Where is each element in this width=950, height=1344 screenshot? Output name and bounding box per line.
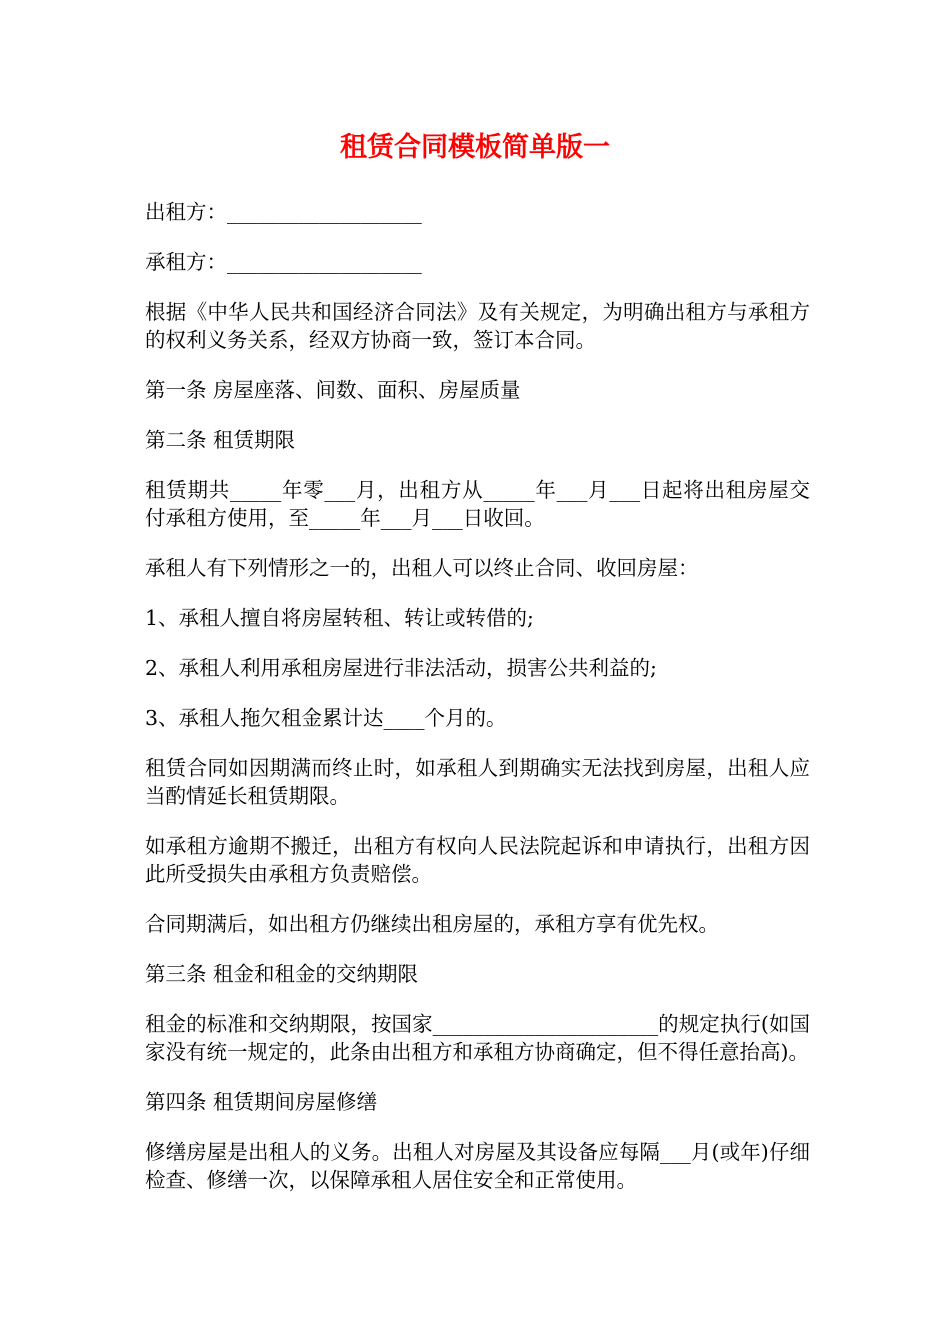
extension-paragraph: 租赁合同如因期满而终止时，如承租人到期确实无法找到房屋，出租人应当酌情延长租赁期限。: [145, 756, 810, 808]
rent-paragraph: 租金的标准和交纳期限，按国家______________________的规定执行(如国家没有统一规定的，此条由出租方和承租方协商确定，但不得任意抬高)。: [145, 1012, 810, 1064]
priority-paragraph: 合同期满后，如出租方仍继续出租房屋的，承租方享有优先权。: [145, 912, 719, 936]
termination-intro-paragraph: 承租人有下列情形之一的，出租人可以终止合同、收回房屋：: [145, 556, 699, 580]
lease-term-paragraph: 租赁期共_____年零___月，出租方从_____年___月___日起将出租房屋交付承租方使用，至_____年___月___日收回。: [145, 478, 810, 530]
termination-clause-2: 2、承租人利用承租房屋进行非法活动，损害公共利益的;: [145, 656, 657, 680]
article-3-heading: 第三条 租金和租金的交纳期限: [145, 962, 419, 986]
lessor-line: 出租方：___________________: [145, 200, 422, 224]
article-2-heading: 第二条 租赁期限: [145, 428, 296, 452]
termination-clause-3: 3、承租人拖欠租金累计达____个月的。: [145, 706, 507, 730]
article-1-heading: 第一条 房屋座落、间数、面积、房屋质量: [145, 378, 521, 402]
document-title: 租赁合同模板简单版一: [340, 132, 610, 163]
termination-clause-1: 1、承租人擅自将房屋转租、转让或转借的;: [145, 606, 534, 630]
lessee-line: 承租方：___________________: [145, 250, 422, 274]
repair-paragraph: 修缮房屋是出租人的义务。出租人对房屋及其设备应每隔___月(或年)仔细检查、修缮一次，以保障承租人居住安全和正常使用。: [145, 1140, 810, 1192]
document-body: [145, 198, 810, 1216]
article-4-heading: 第四条 租赁期间房屋修缮: [145, 1090, 378, 1114]
preamble-paragraph: 根据《中华人民共和国经济合同法》及有关规定，为明确出租方与承租方的权利义务关系，经双方协商一致，签订本合同。: [145, 300, 810, 352]
overdue-paragraph: 如承租方逾期不搬迁，出租方有权向人民法院起诉和申请执行，出租方因此所受损失由承租方负责赔偿。: [145, 834, 810, 886]
